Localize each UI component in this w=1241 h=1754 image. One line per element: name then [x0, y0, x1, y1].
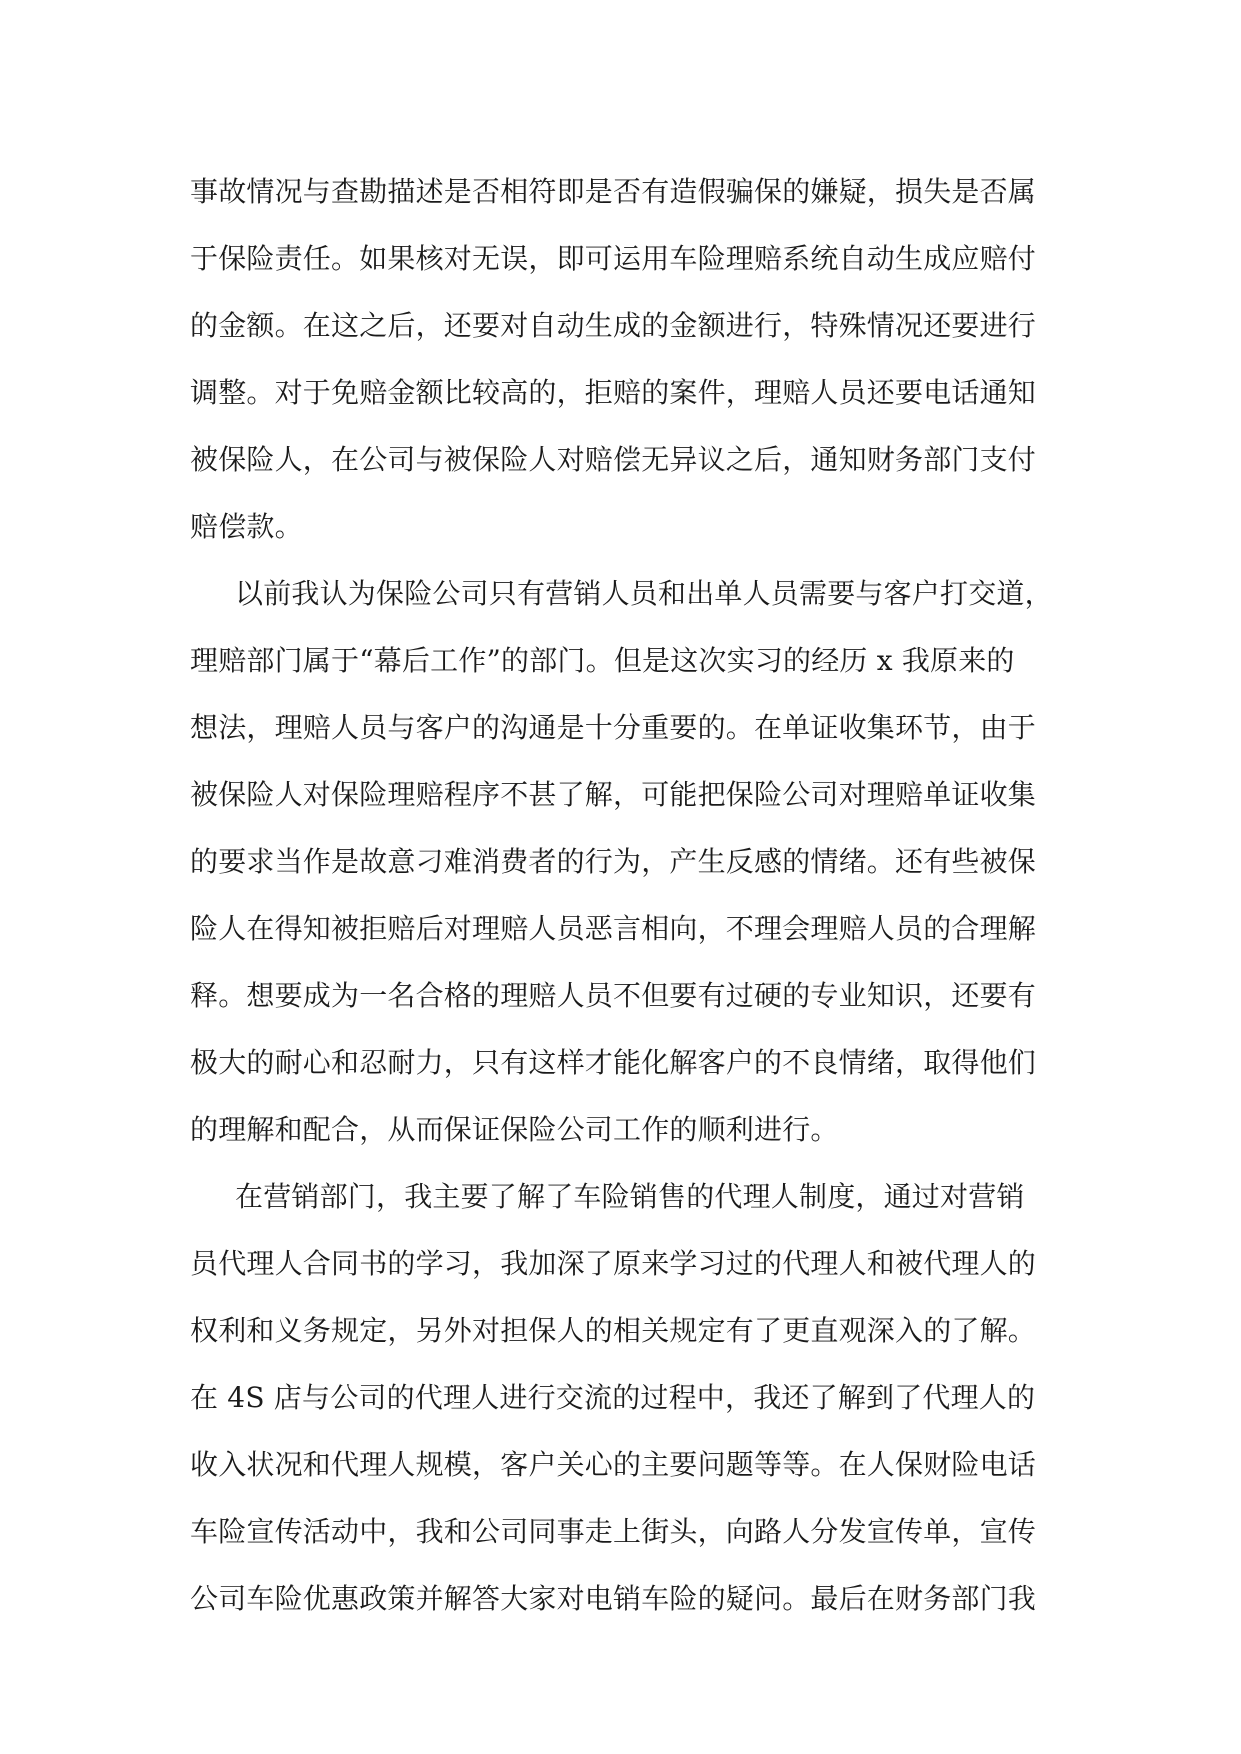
body-text	[190, 158, 1053, 1632]
paragraph-1-line-3: 的金额。在这之后，还要对自动生成的金额进行，特殊情况还要进行	[190, 309, 1037, 342]
paragraph-3-line-6: 车险宣传活动中，我和公司同事走上街头，向路人分发宣传单，宣传	[190, 1515, 1037, 1548]
paragraph-3-line-7: 公司车险优惠政策并解答大家对电销车险的疑问。最后在财务部门我	[190, 1582, 1037, 1615]
paragraph-2-line-9: 的理解和配合，从而保证保险公司工作的顺利进行。	[190, 1113, 839, 1146]
paragraph-3-line-4: 在 4S 店与公司的代理人进行交流的过程中，我还了解到了代理人的	[190, 1381, 1036, 1414]
paragraph-3-line-5: 收入状况和代理人规模，客户关心的主要问题等等。在人保财险电话	[190, 1448, 1037, 1481]
paragraph-2-line-7: 释。想要成为一名合格的理赔人员不但要有过硬的专业知识，还要有	[190, 979, 1037, 1012]
paragraph-1-line-6: 赔偿款。	[190, 510, 303, 543]
paragraph-1-line-1: 事故情况与查勘描述是否相符即是否有造假骗保的嫌疑，损失是否属	[190, 175, 1037, 208]
paragraph-2-line-5: 的要求当作是故意刁难消费者的行为，产生反感的情绪。还有些被保	[190, 845, 1037, 878]
paragraph-2-line-4: 被保险人对保险理赔程序不甚了解，可能把保险公司对理赔单证收集	[190, 778, 1037, 811]
paragraph-2-line-8: 极大的耐心和忍耐力，只有这样才能化解客户的不良情绪，取得他们	[190, 1046, 1037, 1079]
paragraph-3-line-1: 在营销部门，我主要了解了车险销售的代理人制度，通过对营销	[235, 1180, 1025, 1213]
paragraph-2-line-3: 想法，理赔人员与客户的沟通是十分重要的。在单证收集环节，由于	[190, 711, 1037, 744]
paragraph-2-line-6: 险人在得知被拒赔后对理赔人员恶言相向，不理会理赔人员的合理解	[190, 912, 1037, 945]
paragraph-1-line-4: 调整。对于免赔金额比较高的，拒赔的案件，理赔人员还要电话通知	[190, 376, 1037, 409]
paragraph-2-line-1: 以前我认为保险公司只有营销人员和出单人员需要与客户打交道，	[235, 577, 1053, 610]
paragraph-3-line-3: 权利和义务规定，另外对担保人的相关规定有了更直观深入的了解。	[190, 1314, 1037, 1347]
paragraph-1-line-5: 被保险人，在公司与被保险人对赔偿无异议之后，通知财务部门支付	[190, 443, 1037, 476]
paragraph-3-line-2: 员代理人合同书的学习，我加深了原来学习过的代理人和被代理人的	[190, 1247, 1037, 1280]
paragraph-2-line-2: 理赔部门属于“幕后工作”的部门。但是这次实习的经历 x 我原来的	[190, 644, 1015, 677]
paragraph-1-line-2: 于保险责任。如果核对无误，即可运用车险理赔系统自动生成应赔付	[190, 242, 1037, 275]
